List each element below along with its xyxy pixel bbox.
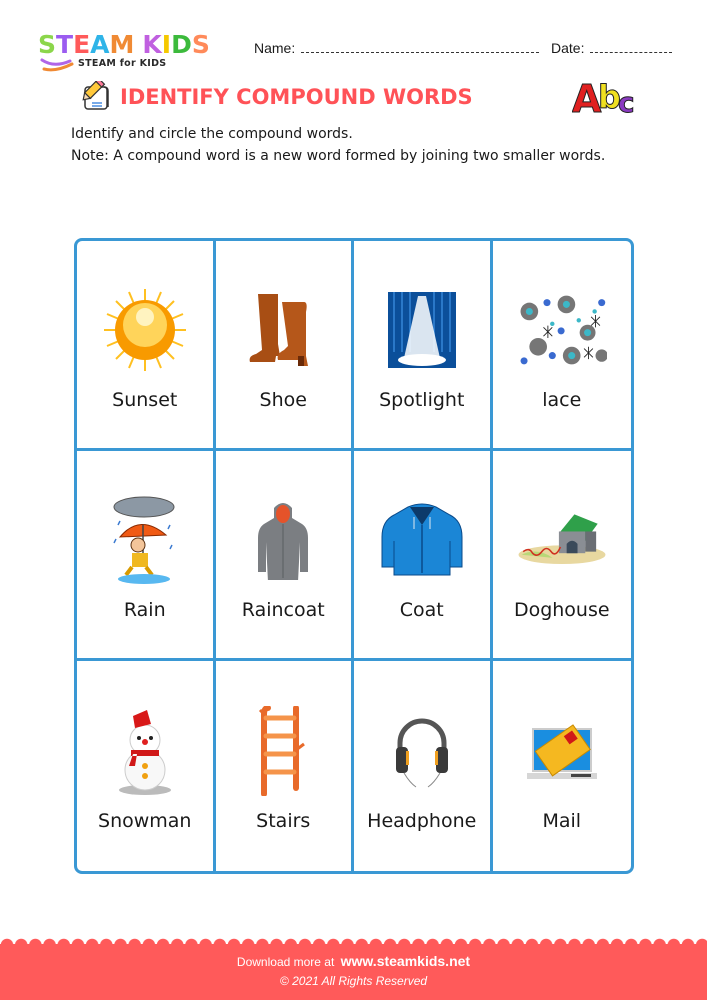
word-label: Snowman — [98, 810, 192, 832]
logo-letter: S — [191, 30, 210, 59]
word-label: Mail — [542, 810, 582, 832]
blue-hoodie-coat-icon — [377, 495, 467, 585]
name-field[interactable] — [254, 40, 539, 56]
logo-wordmark — [38, 30, 210, 60]
grid-cell-shoe[interactable] — [216, 241, 355, 451]
grid-cell-lace[interactable] — [493, 241, 632, 451]
logo-swoosh-icon — [40, 58, 76, 74]
stage-spotlight-icon — [377, 285, 467, 375]
snowman-icon — [100, 706, 190, 796]
logo-letter: I — [161, 30, 172, 59]
boy-with-umbrella-in-rain-icon — [100, 495, 190, 585]
ladder-icon — [238, 706, 328, 796]
svg-text:c: c — [618, 86, 635, 116]
word-label: Coat — [399, 598, 444, 621]
word-label: Sunset — [112, 388, 178, 411]
website-link[interactable]: www.steamkids.net — [340, 953, 471, 969]
grid-cell-raincoat[interactable] — [216, 451, 355, 661]
scalloped-edge — [0, 937, 707, 945]
logo-tagline: STEAM for KIDS — [78, 58, 167, 69]
word-label: Headphone — [367, 810, 477, 832]
svg-text:b: b — [598, 78, 621, 116]
svg-text:A: A — [572, 77, 602, 116]
logo-letter: T — [56, 30, 74, 59]
word-label: Stairs — [256, 810, 311, 832]
boots-icon — [238, 285, 328, 375]
sun-icon — [100, 285, 190, 375]
grid-cell-stairs[interactable] — [216, 661, 355, 871]
word-label: Spotlight — [379, 388, 465, 411]
logo-letter: S — [38, 30, 57, 59]
pencil-scroll-icon — [80, 81, 112, 113]
date-blank-line[interactable] — [590, 41, 672, 53]
name-label: Name: — [254, 40, 296, 56]
footer — [0, 944, 707, 1000]
grid-cell-headphone[interactable] — [354, 661, 493, 871]
worksheet-title: IDENTIFY COMPOUND WORDS — [120, 85, 473, 109]
grid-cell-rain[interactable] — [77, 451, 216, 661]
headphones-icon — [377, 706, 467, 796]
logo-letter: A — [90, 30, 110, 59]
name-blank-line[interactable] — [301, 41, 539, 53]
grid-cell-coat[interactable] — [354, 451, 493, 661]
grid-cell-doghouse[interactable] — [493, 451, 632, 661]
word-label: Doghouse — [513, 598, 610, 621]
email-laptop-icon — [517, 706, 607, 796]
grid-cell-sunset[interactable] — [77, 241, 216, 451]
doghouse-icon — [517, 495, 607, 585]
word-label: Rain — [123, 598, 166, 621]
word-grid — [74, 238, 634, 874]
grid-cell-snowman[interactable] — [77, 661, 216, 871]
instruction-text: Identify and circle the compound words. — [71, 126, 353, 142]
lace-pattern-icon — [517, 285, 607, 375]
instructions — [71, 123, 611, 167]
date-field[interactable] — [551, 40, 672, 56]
steam-kids-logo — [38, 30, 238, 74]
footer-download — [0, 953, 707, 969]
word-label: Raincoat — [241, 598, 325, 621]
grid-cell-mail[interactable] — [493, 661, 632, 871]
word-label: lace — [542, 388, 582, 411]
copyright: © 2021 All Rights Reserved — [279, 974, 428, 988]
word-label: Shoe — [259, 388, 307, 411]
logo-letter: M — [109, 30, 135, 59]
note-text: Note: A compound word is a new word formed by joining two smaller words. — [71, 148, 606, 164]
abc-letters-icon — [572, 72, 642, 116]
date-label: Date: — [551, 40, 585, 56]
logo-letter: K — [142, 30, 162, 59]
download-text: Download more at — [236, 955, 335, 969]
gray-raincoat-icon — [238, 495, 328, 585]
logo-letter: D — [171, 30, 192, 59]
logo-letter: E — [73, 30, 91, 59]
grid-cell-spotlight[interactable] — [354, 241, 493, 451]
